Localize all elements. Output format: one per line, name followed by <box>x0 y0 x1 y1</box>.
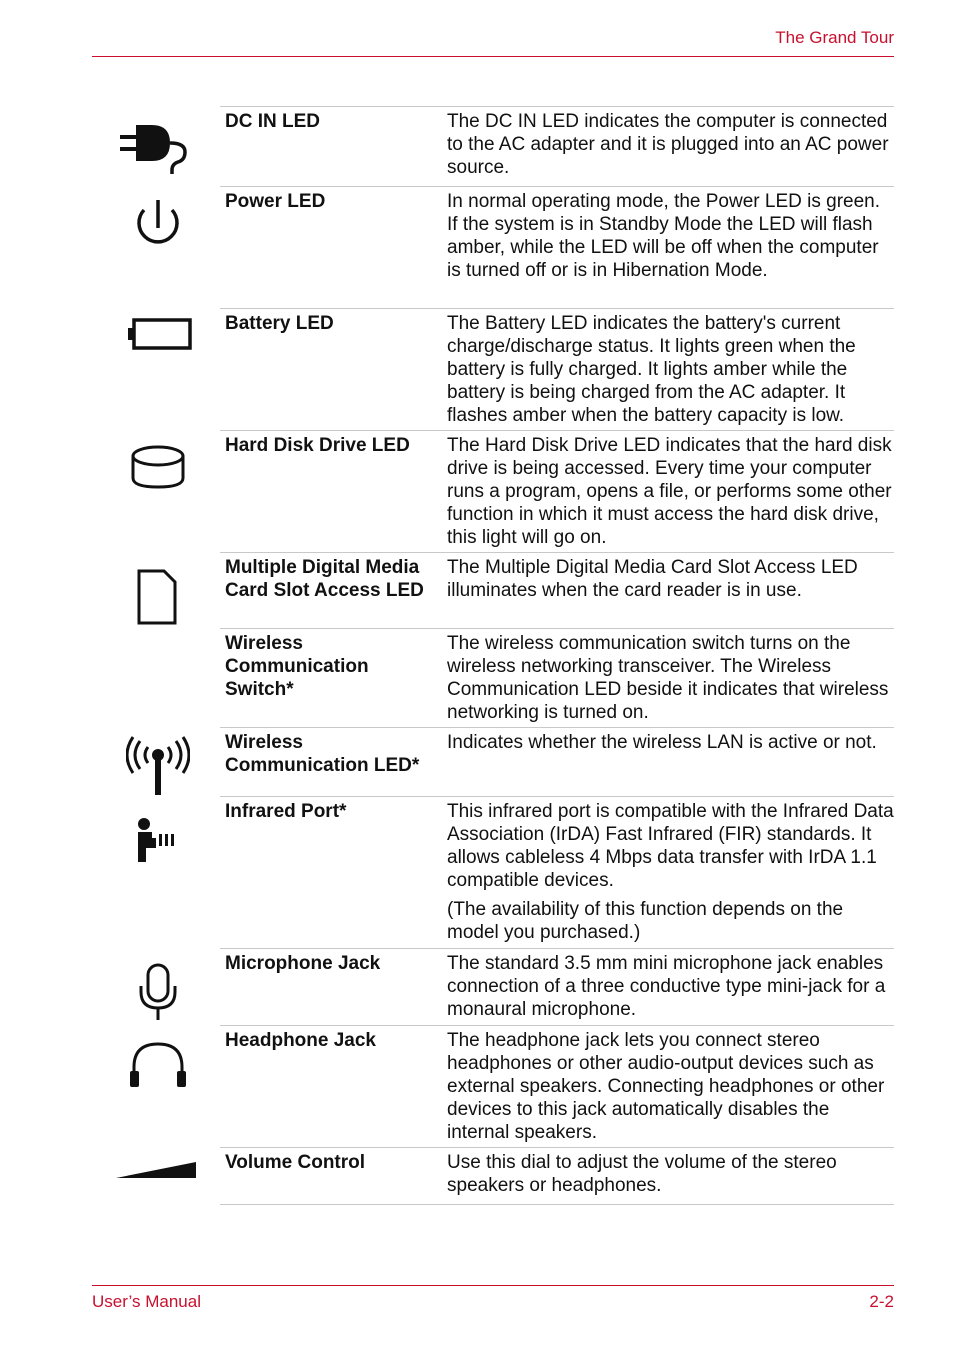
row-divider <box>220 1025 894 1026</box>
row-divider <box>220 727 894 728</box>
item-name: Volume Control <box>225 1152 366 1173</box>
media-card-icon <box>134 566 180 628</box>
item-name: Power LED <box>225 191 326 212</box>
item-name: Infrared Port* <box>225 801 347 822</box>
item-name: Battery LED <box>225 313 334 334</box>
row-divider <box>220 308 894 309</box>
item-description: The standard 3.5 mm mini microphone jack enables connection of a three conductive type mini-jack for a monaural microphone. <box>447 953 886 1020</box>
item-name: Microphone Jack <box>225 953 381 974</box>
item-description: This infrared port is compatible with the Infrared Data Association (IrDA) Fast Infrared (FIR) standards. It allows cableless 4 Mbps data transfer with IrDA 1.1 compatible devices. (The availability of this function depends on the model you purchased.) <box>447 801 894 943</box>
item-description: Use this dial to adjust the volume of the stereo speakers or headphones. <box>447 1152 837 1196</box>
row-divider <box>220 948 894 949</box>
item-name: Wireless Communication LED* <box>225 732 420 776</box>
row-divider <box>220 430 894 431</box>
hard-disk-icon <box>128 442 188 494</box>
item-description: The Multiple Digital Media Card Slot Access LED illuminates when the card reader is in use. <box>447 557 858 601</box>
item-description: In normal operating mode, the Power LED is green. If the system is in Standby Mode the LED will flash amber, while the LED will be off when the computer is turned off or is in Hibernation Mode. <box>447 191 881 281</box>
row-divider <box>220 796 894 797</box>
volume-icon <box>114 1159 198 1181</box>
item-name: Wireless Communication Switch* <box>225 633 369 700</box>
row-divider <box>220 106 894 107</box>
item-description: The Battery LED indicates the battery's current charge/discharge status. It lights green when the battery is fully charged. It lights amber while the battery is being charged from the AC adapter. It flashes amber when the battery capacity is low. <box>447 313 856 426</box>
wireless-antenna-icon <box>126 735 190 797</box>
row-divider <box>220 552 894 553</box>
item-description: The headphone jack lets you connect stereo headphones or other audio-output devices such as external speakers. Connecting headphones or other devices to this jack automatically disables the internal speakers. <box>447 1030 885 1143</box>
footer-manual-label: User’s Manual <box>92 1292 201 1311</box>
battery-icon <box>124 316 196 352</box>
headphone-icon <box>128 1039 188 1091</box>
item-description: The DC IN LED indicates the computer is connected to the AC adapter and it is plugged into an AC power source. <box>447 111 889 178</box>
power-icon <box>130 194 186 254</box>
item-name: Hard Disk Drive LED <box>225 435 410 456</box>
row-divider <box>220 1147 894 1148</box>
microphone-icon <box>136 962 180 1024</box>
row-divider <box>220 628 894 629</box>
table-bottom-divider <box>220 1204 894 1205</box>
row-divider <box>220 186 894 187</box>
section-title: The Grand Tour <box>775 28 894 47</box>
item-name: Multiple Digital Media Card Slot Access LED <box>225 557 424 601</box>
item-description: The Hard Disk Drive LED indicates that the hard disk drive is being accessed. Every time your computer runs a program, opens a file, or performs some other function in which it must access the hard disk drive, this light will go on. <box>447 435 892 548</box>
header-rule <box>92 56 894 57</box>
item-name: DC IN LED <box>225 111 320 132</box>
infrared-icon <box>134 816 178 864</box>
footer-rule <box>92 1285 894 1286</box>
item-description: Indicates whether the wireless LAN is active or not. <box>447 732 877 753</box>
page-number: 2-2 <box>869 1292 894 1311</box>
item-name: Headphone Jack <box>225 1030 376 1051</box>
item-description: The wireless communication switch turns on the wireless networking transceiver. The Wireless Communication LED beside it indicates that wireless networking is turned on. <box>447 633 889 723</box>
dc-in-plug-icon <box>112 116 192 176</box>
